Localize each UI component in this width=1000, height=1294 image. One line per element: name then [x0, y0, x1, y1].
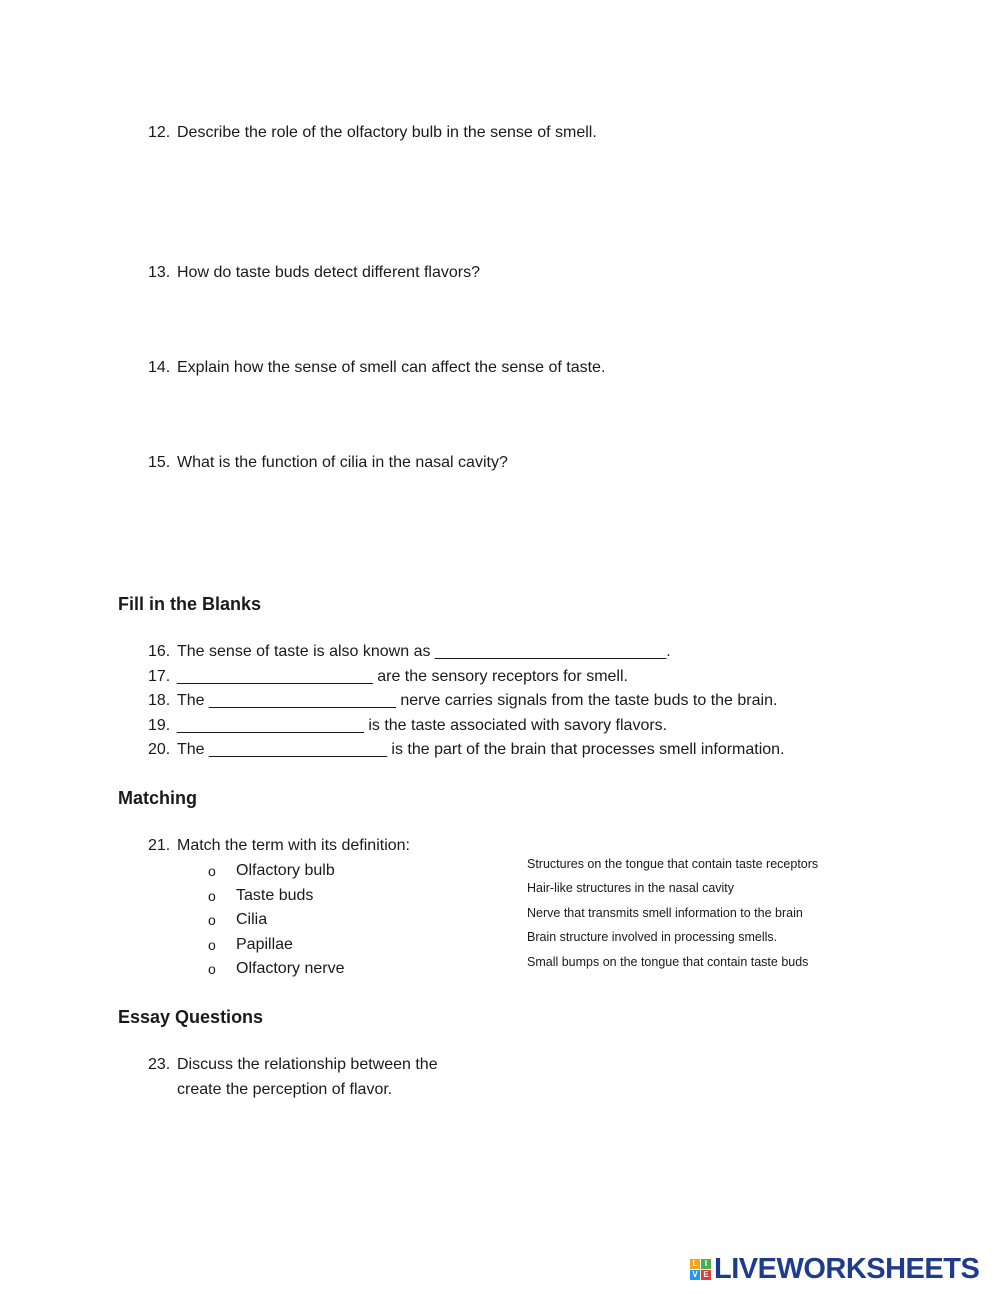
matching-definition[interactable]: Hair-like structures in the nasal cavity — [527, 881, 735, 895]
question-text: What is the function of cilia in the nasal cavity? — [177, 454, 508, 471]
question-text: The _____________________ nerve carries signals from the taste buds to the brain. — [177, 692, 778, 709]
fill-blanks-heading: Fill in the Blanks — [118, 594, 262, 614]
term-label: Cilia — [236, 911, 268, 928]
badge-letter: V — [690, 1270, 700, 1280]
matching-definition[interactable]: Nerve that transmits smell information to the brain — [527, 906, 803, 920]
question-text: Explain how the sense of smell can affect the sense of taste. — [177, 359, 606, 376]
essay-heading: Essay Questions — [118, 1007, 264, 1027]
question-number: 16. — [148, 643, 171, 660]
question-number: 19. — [148, 717, 171, 734]
question-text: Match the term with its definition: — [177, 837, 410, 854]
badge-letter: L — [690, 1259, 700, 1269]
question-number: 12. — [148, 124, 171, 141]
question-number: 17. — [148, 668, 171, 685]
liveworksheets-logo — [690, 1252, 979, 1286]
question-number: 20. — [148, 741, 171, 758]
matching-definition[interactable]: Structures on the tongue that contain taste receptors — [527, 857, 819, 871]
badge-letter: I — [701, 1259, 711, 1269]
question-text-line1: Discuss the relationship between the — [177, 1056, 438, 1073]
question-text: ______________________ are the sensory receptors for smell. — [177, 668, 628, 685]
term-label: Papillae — [236, 936, 293, 953]
matching-heading: Matching — [118, 788, 197, 808]
bullet-icon: o — [208, 912, 216, 928]
question-text: The sense of taste is also known as __________________________. — [177, 643, 671, 660]
question-text-line2: create the perception of flavor. — [177, 1081, 393, 1098]
question-number: 13. — [148, 264, 171, 281]
question-text: The ____________________ is the part of the brain that processes smell information. — [177, 741, 785, 758]
question-text: How do taste buds detect different flavors? — [177, 264, 480, 281]
question-text: _____________________ is the taste associated with savory flavors. — [177, 717, 668, 734]
question-number: 14. — [148, 359, 171, 376]
question-text: Describe the role of the olfactory bulb in the sense of smell. — [177, 124, 597, 141]
matching-definition[interactable]: Brain structure involved in processing smells. — [527, 930, 778, 944]
badge-letter: E — [701, 1270, 711, 1280]
term-label: Taste buds — [236, 887, 314, 904]
question-number: 18. — [148, 692, 171, 709]
bullet-icon: o — [208, 937, 216, 953]
logo-text: LIVEWORKSHEETS — [714, 1252, 980, 1285]
question-number: 21. — [148, 837, 171, 854]
bullet-icon: o — [208, 863, 216, 879]
question-number: 23. — [148, 1056, 171, 1073]
logo-badge-icon — [690, 1259, 711, 1280]
matching-definition[interactable]: Small bumps on the tongue that contain taste buds — [527, 955, 809, 969]
bullet-icon: o — [208, 888, 216, 904]
question-number: 15. — [148, 454, 171, 471]
bullet-icon: o — [208, 961, 216, 977]
term-label: Olfactory bulb — [236, 862, 335, 879]
term-label: Olfactory nerve — [236, 960, 345, 977]
